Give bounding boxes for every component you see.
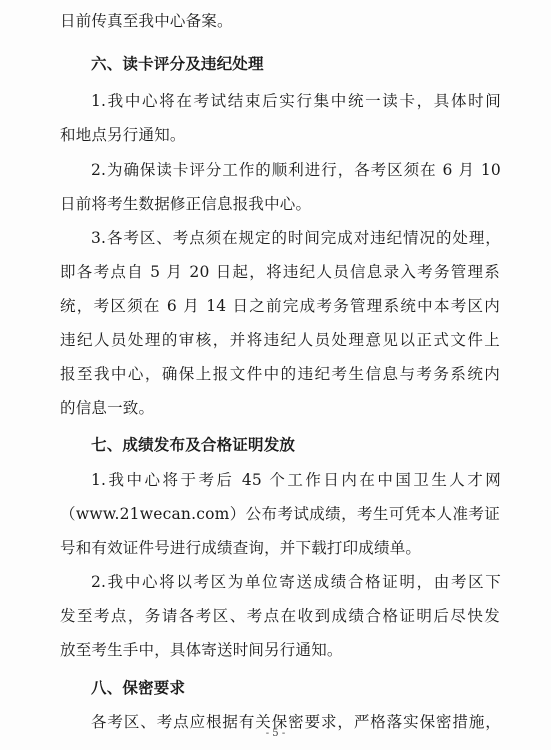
text-line: 放至考生手中，具体寄送时间另行通知。 (60, 641, 343, 659)
text-line: 和地点另行通知。 (60, 126, 186, 144)
text-line: 统，考区须在 6 月 14 日之前完成考务管理系统中本考区内 (60, 297, 500, 315)
text-line: 3.各考区、考点须在规定的时间完成对违纪情况的处理， (91, 229, 501, 247)
section-heading: 六、读卡评分及违纪处理 (91, 55, 264, 73)
page-number: - 5 - (265, 728, 286, 739)
text-line: 2.为确保读卡评分工作的顺利进行，各考区须在 6 月 10 (91, 161, 501, 179)
text-line: 发至考点，务请各考区、考点在收到成绩合格证明后尽快发 (60, 607, 500, 625)
text-line: 2.我中心将以考区为单位寄送成绩合格证明，由考区下 (91, 573, 501, 591)
text-line: 的信息一致。 (60, 399, 155, 417)
text-line: 1.我中心将于考后 45 个工作日内在中国卫生人才网 (91, 471, 501, 489)
text-line: 即各考点自 5 月 20 日起，将违纪人员信息录入考务管理系 (60, 263, 500, 281)
text-line: 各考区、考点应根据有关保密要求，严格落实保密措施， (91, 713, 501, 731)
section-heading: 八、保密要求 (91, 679, 186, 697)
text-line: 日前传真至我中心备案。 (60, 12, 233, 30)
text-line: 报至我中心，确保上报文件中的违纪考生信息与考务系统内 (60, 365, 500, 383)
section-heading: 七、成绩发布及合格证明发放 (91, 436, 296, 454)
text-line: 1.我中心将在考试结束后实行集中统一读卡，具体时间 (91, 92, 501, 110)
text-line: 号和有效证件号进行成绩查询，并下载打印成绩单。 (60, 539, 422, 557)
text-line: 违纪人员处理的审核，并将违纪人员处理意见以正式文件上 (60, 331, 500, 349)
text-line: 日前将考生数据修正信息报我中心。 (60, 195, 312, 213)
text-line: （www.21wecan.com）公布考试成绩，考生可凭本人准考证 (60, 505, 500, 523)
